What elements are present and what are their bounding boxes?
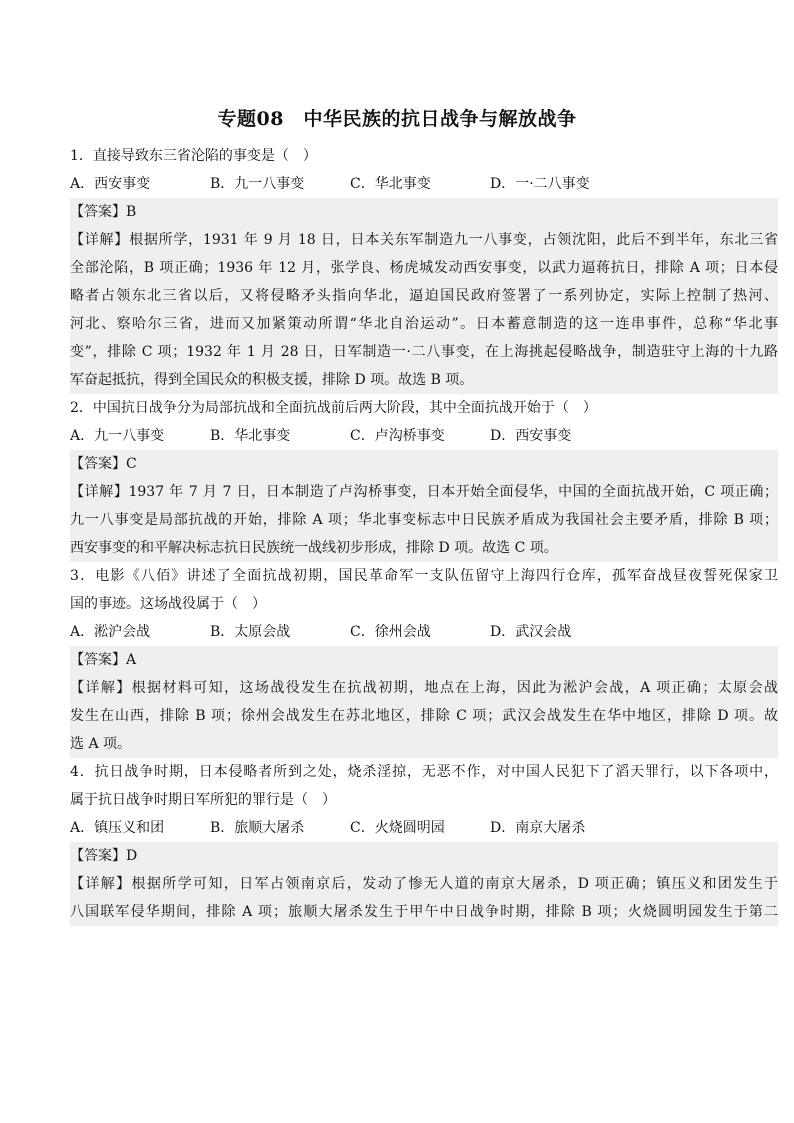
- option-d: D．一·二八事变: [490, 176, 590, 192]
- option-c: C．徐州会战: [350, 624, 431, 640]
- option-b: B．太原会战: [210, 624, 291, 640]
- option-d: D．武汉会战: [490, 624, 572, 640]
- detail-line: 全部沦陷，B 项正确；1936 年 12 月，张学良、杨虎城发动西安事变，以武力逼蒋抗日，排除 A 项；日本侵: [70, 260, 778, 276]
- question-stem: 1．直接导致东三省沦陷的事变是（ ）: [70, 148, 317, 164]
- detail-line: 九一八事变是局部抗战的开始，排除 A 项；华北事变标志中日民族矛盾成为我国社会主要矛盾，排除 B 项；: [70, 512, 778, 528]
- question-stem: 2．中国抗日战争分为局部抗战和全面抗战前后两大阶段，其中全面抗战开始于（ ）: [70, 400, 597, 416]
- detail-line: 【详解】1937 年 7 月 7 日，日本制造了卢沟桥事变，日本开始全面侵华，中国的全面抗战开始，C 项正确；: [70, 484, 778, 500]
- option-a: A．西安事变: [70, 176, 151, 192]
- question-options: [70, 170, 778, 198]
- question-1: [70, 142, 778, 394]
- answer-block: [70, 450, 778, 562]
- detail-line: 【详解】根据材料可知，这场战役发生在抗战初期，地点在上海，因此为淞沪会战，A 项正确；太原会战: [70, 680, 778, 696]
- detail-line: 【详解】根据所学，1931 年 9 月 18 日，日本关东军制造九一八事变，占领沈阳，此后不到半年，东北三省: [70, 232, 778, 248]
- question-stem: 3．电影《八佰》讲述了全面抗战初期，国民革命军一支队伍留守上海四行仓库，孤军奋战昼夜誓死保家卫: [70, 568, 778, 584]
- detail-line: 发生在山西，排除 B 项；徐州会战发生在苏北地区，排除 C 项；武汉会战发生在华中地区，排除 D 项。故: [70, 708, 778, 724]
- detail-line: 选 A 项。: [70, 736, 132, 752]
- detail-line: 八国联军侵华期间，排除 A 项；旅顺大屠杀发生于甲午中日战争时期，排除 B 项；火烧圆明园发生于第二: [70, 904, 778, 920]
- answer-label: 【答案】C: [70, 456, 137, 472]
- question-3: [70, 562, 778, 758]
- answer-block: [70, 198, 778, 394]
- question-stem: 属于抗日战争时期日军所犯的罪行是（ ）: [70, 792, 336, 808]
- answer-block: [70, 842, 778, 926]
- answer-block: [70, 646, 778, 758]
- detail-line: 西安事变的和平解决标志抗日民族统一战线初步形成，排除 D 项。故选 C 项。: [70, 540, 558, 556]
- option-a: A．镇压义和团: [70, 820, 165, 836]
- question-options: [70, 422, 778, 450]
- option-b: B．华北事变: [210, 428, 291, 444]
- detail-line: 河北、察哈尔三省，进而又加紧策动所谓“华北自治运动”。日本蓄意制造的这一连串事件，总称“华北事: [70, 316, 778, 332]
- option-c: C．卢沟桥事变: [350, 428, 445, 444]
- option-d: D．南京大屠杀: [490, 820, 586, 836]
- option-c: C．华北事变: [350, 176, 431, 192]
- option-b: B．旅顺大屠杀: [210, 820, 305, 836]
- question-options: [70, 814, 778, 842]
- page-title: 专题08 中华民族的抗日战争与解放战争: [217, 108, 577, 130]
- question-options: [70, 618, 778, 646]
- option-d: D．西安事变: [490, 428, 572, 444]
- option-a: A．九一八事变: [70, 428, 165, 444]
- answer-label: 【答案】B: [70, 204, 137, 220]
- option-b: B．九一八事变: [210, 176, 305, 192]
- question-4: [70, 758, 778, 926]
- detail-line: 略者占领东北三省以后，又将侵略矛头指向华北，逼迫国民政府签署了一系列协定，实际上控制了热河、: [70, 288, 778, 304]
- detail-line: 变”，排除 C 项；1932 年 1 月 28 日，日军制造一·二八事变，在上海挑起侵略战争，制造驻守上海的十九路: [70, 344, 778, 360]
- question-stem: 国的事迹。这场战役属于（ ）: [70, 596, 266, 612]
- answer-label: 【答案】A: [70, 652, 137, 668]
- question-list: [70, 142, 778, 926]
- option-c: C．火烧圆明园: [350, 820, 445, 836]
- detail-line: 军奋起抵抗，得到全国民众的积极支援，排除 D 项。故选 B 项。: [70, 372, 474, 388]
- answer-label: 【答案】D: [70, 848, 138, 864]
- question-stem: 4．抗日战争时期，日本侵略者所到之处，烧杀淫掠，无恶不作，对中国人民犯下了滔天罪行，以下各项中，: [70, 764, 778, 780]
- question-2: [70, 394, 778, 562]
- option-a: A．淞沪会战: [70, 624, 151, 640]
- detail-line: 【详解】根据所学可知，日军占领南京后，发动了惨无人道的南京大屠杀，D 项正确；镇压义和团发生于: [70, 876, 778, 892]
